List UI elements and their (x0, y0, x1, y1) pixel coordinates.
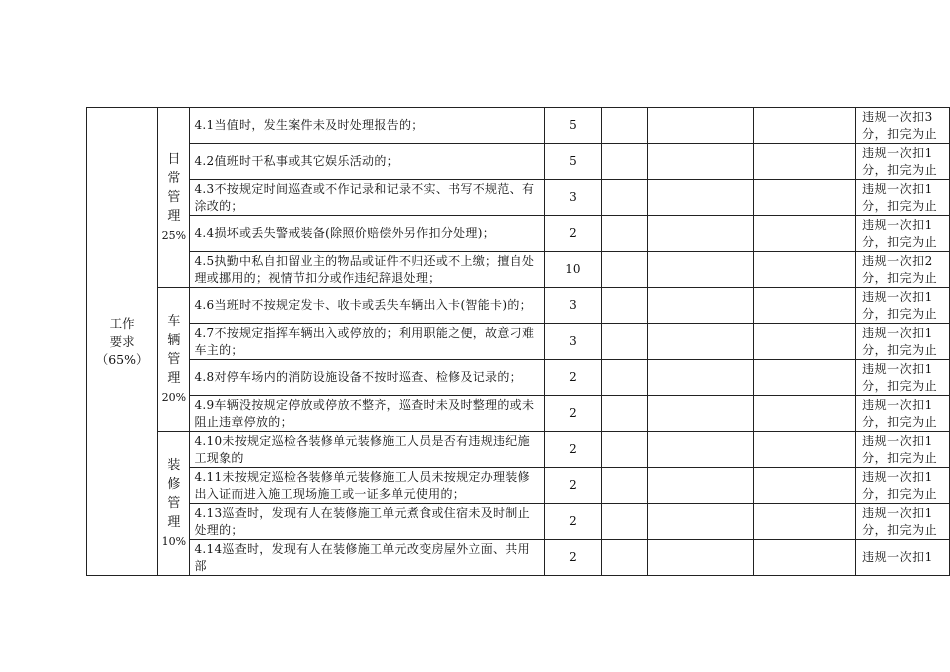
deduction-rule: 违规一次扣1 分，扣完为止 (856, 324, 950, 360)
item-score: 2 (544, 216, 602, 252)
category-label: （65%） (95, 351, 149, 367)
deduction-rule: 违规一次扣1 分，扣完为止 (856, 396, 950, 432)
item-description: 4.9车辆没按规定停放或停放不整齐，巡查时未及时整理的或未阻止违章停放的； (190, 396, 544, 432)
blank-cell-a (602, 360, 647, 396)
subcategory-char: 装 (167, 458, 181, 473)
item-score: 2 (544, 468, 602, 504)
item-score: 2 (544, 540, 602, 576)
blank-cell-b (647, 108, 753, 144)
item-score: 5 (544, 144, 602, 180)
subcategory-percent: 20% (161, 391, 187, 404)
subcategory-percent: 10% (161, 535, 187, 548)
blank-cell-b (647, 468, 753, 504)
blank-cell-c (753, 180, 855, 216)
deduction-rule: 违规一次扣1 分，扣完为止 (856, 432, 950, 468)
item-score: 3 (544, 324, 602, 360)
blank-cell-c (753, 504, 855, 540)
table-row (87, 360, 950, 396)
item-description: 4.11未按规定巡检各装修单元装修施工人员未按规定办理装修出入证而进入施工现场施工或一证多单元使用的； (190, 468, 544, 504)
subcategory-cell (158, 288, 190, 432)
deduction-rule: 违规一次扣1 分，扣完为止 (856, 288, 950, 324)
blank-cell-c (753, 540, 855, 576)
blank-cell-a (602, 396, 647, 432)
item-description: 4.14巡查时，发现有人在装修施工单元改变房屋外立面、共用部 (190, 540, 544, 576)
blank-cell-c (753, 288, 855, 324)
item-description: 4.8对停车场内的消防设施设备不按时巡查、检修及记录的； (190, 360, 544, 396)
deduction-rule: 违规一次扣1 分，扣完为止 (856, 504, 950, 540)
item-description: 4.10未按规定巡检各装修单元装修施工人员是否有违规违纪施工现象的 (190, 432, 544, 468)
item-description: 4.13巡查时，发现有人在装修施工单元煮食或住宿未及时制止处理的； (190, 504, 544, 540)
subcategory-char: 理 (167, 515, 181, 530)
blank-cell-c (753, 252, 855, 288)
item-score: 3 (544, 288, 602, 324)
blank-cell-b (647, 252, 753, 288)
item-score: 2 (544, 360, 602, 396)
item-description: 4.2值班时干私事或其它娱乐活动的； (190, 144, 544, 180)
subcategory-char: 辆 (167, 333, 181, 348)
blank-cell-a (602, 252, 647, 288)
blank-cell-b (647, 144, 753, 180)
blank-cell-a (602, 180, 647, 216)
blank-cell-a (602, 540, 647, 576)
subcategory-char: 日 (167, 152, 181, 167)
blank-cell-b (647, 396, 753, 432)
blank-cell-b (647, 324, 753, 360)
blank-cell-a (602, 468, 647, 504)
table-row (87, 504, 950, 540)
item-score: 5 (544, 108, 602, 144)
blank-cell-b (647, 540, 753, 576)
category-label: 要求 (109, 333, 135, 349)
deduction-rule: 违规一次扣2 分，扣完为止 (856, 252, 950, 288)
table-row (87, 324, 950, 360)
subcategory-cell (158, 432, 190, 576)
blank-cell-a (602, 324, 647, 360)
deduction-rule: 违规一次扣1 (856, 540, 950, 576)
item-score: 2 (544, 432, 602, 468)
item-description: 4.3不按规定时间巡查或不作记录和记录不实、书写不规范、有涂改的； (190, 180, 544, 216)
blank-cell-b (647, 432, 753, 468)
item-score: 2 (544, 504, 602, 540)
blank-cell-b (647, 360, 753, 396)
item-description: 4.6当班时不按规定发卡、收卡或丢失车辆出入卡(智能卡)的； (190, 288, 544, 324)
deduction-rule: 违规一次扣1 分，扣完为止 (856, 468, 950, 504)
blank-cell-a (602, 216, 647, 252)
deduction-rule: 违规一次扣3 分，扣完为止 (856, 108, 950, 144)
table-row (87, 468, 950, 504)
blank-cell-c (753, 468, 855, 504)
table-body (87, 108, 950, 576)
subcategory-char: 常 (167, 171, 181, 186)
table-row (87, 216, 950, 252)
table-row (87, 252, 950, 288)
blank-cell-a (602, 108, 647, 144)
deduction-rule: 违规一次扣1 分，扣完为止 (856, 144, 950, 180)
deduction-rule: 违规一次扣1 分，扣完为止 (856, 180, 950, 216)
subcategory-char: 管 (167, 496, 181, 511)
item-description: 4.7不按规定指挥车辆出入或停放的；利用职能之便，故意刁难车主的； (190, 324, 544, 360)
category-cell (87, 108, 158, 576)
table-row (87, 432, 950, 468)
item-description: 4.1当值时，发生案件未及时处理报告的； (190, 108, 544, 144)
category-label: 工作 (109, 315, 135, 331)
subcategory-char: 理 (167, 209, 181, 224)
assessment-table (86, 107, 950, 576)
blank-cell-b (647, 216, 753, 252)
blank-cell-a (602, 288, 647, 324)
item-score: 10 (544, 252, 602, 288)
blank-cell-b (647, 288, 753, 324)
blank-cell-c (753, 432, 855, 468)
subcategory-char: 理 (167, 371, 181, 386)
deduction-rule: 违规一次扣1 分，扣完为止 (856, 360, 950, 396)
subcategory-char: 修 (167, 477, 181, 492)
blank-cell-c (753, 360, 855, 396)
table-row (87, 288, 950, 324)
item-score: 2 (544, 396, 602, 432)
subcategory-char: 管 (167, 352, 181, 367)
subcategory-cell (158, 108, 190, 288)
subcategory-char: 管 (167, 190, 181, 205)
blank-cell-a (602, 432, 647, 468)
blank-cell-c (753, 108, 855, 144)
deduction-rule: 违规一次扣1 分，扣完为止 (856, 216, 950, 252)
blank-cell-a (602, 144, 647, 180)
blank-cell-b (647, 504, 753, 540)
table-row (87, 144, 950, 180)
blank-cell-c (753, 144, 855, 180)
subcategory-char: 车 (167, 314, 181, 329)
table-row (87, 396, 950, 432)
blank-cell-c (753, 396, 855, 432)
blank-cell-b (647, 180, 753, 216)
item-description: 4.5执勤中私自扣留业主的物品或证件不归还或不上缴；擅自处理或挪用的；视情节扣分或作违纪辞退处理； (190, 252, 544, 288)
subcategory-percent: 25% (161, 229, 187, 242)
table-row (87, 540, 950, 576)
blank-cell-a (602, 504, 647, 540)
table-row (87, 108, 950, 144)
table-row (87, 180, 950, 216)
blank-cell-c (753, 324, 855, 360)
item-description: 4.4损坏或丢失警戒装备(除照价赔偿外另作扣分处理)； (190, 216, 544, 252)
blank-cell-c (753, 216, 855, 252)
item-score: 3 (544, 180, 602, 216)
